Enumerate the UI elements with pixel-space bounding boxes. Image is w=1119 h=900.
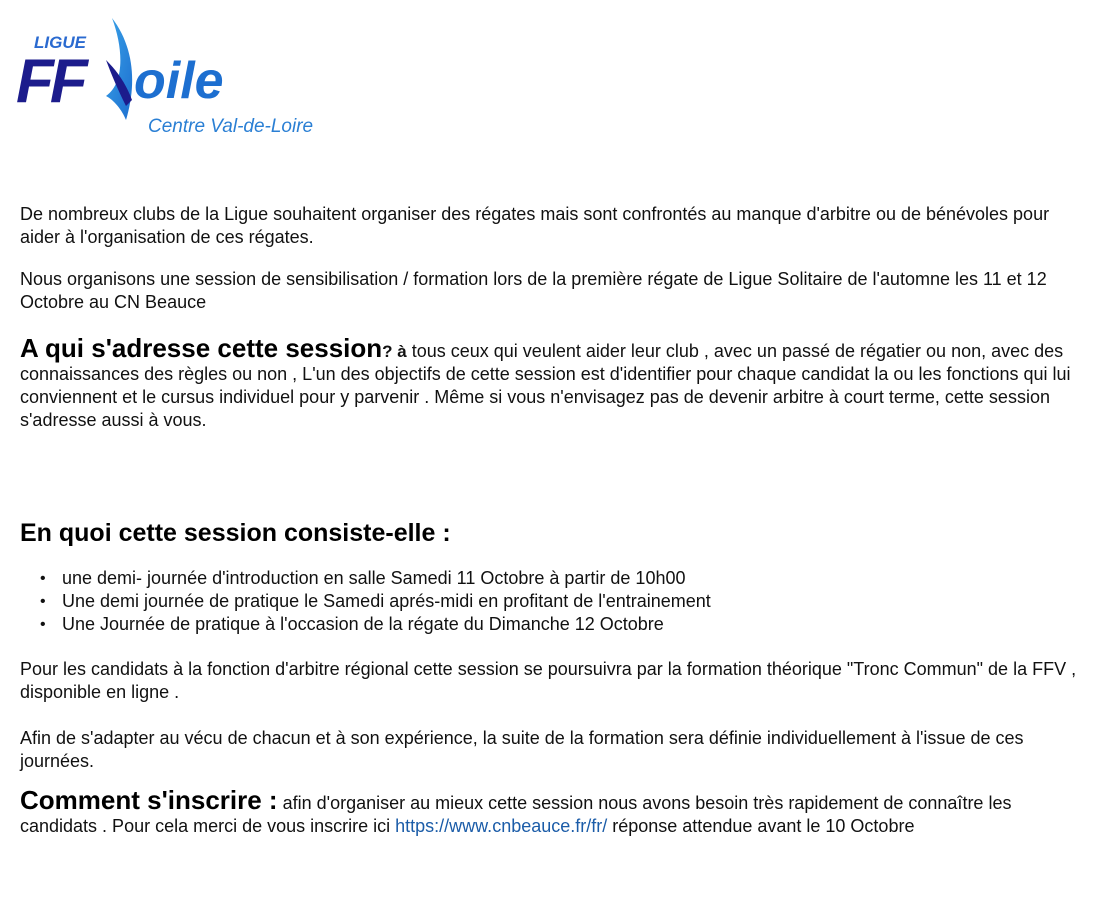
audience-text: tous ceux qui veulent aider leur club , avec un passé de régatier ou non, avec des connaissances des règles ou non , L'un des objectifs de cette session est d'identifier pour chaque candidat la ou les fonctions qui lui conviennent et le cursus individuel pour y parvenir . Même si vous n'envisagez pas de devenir arbitre à court terme, cette session s'adresse aussi à vous.	[20, 341, 1071, 430]
list-item	[40, 567, 1080, 590]
list-item-text: Une Journée de pratique à l'occasion de la régate du Dimanche 12 Octobre	[62, 614, 664, 634]
list-item	[40, 613, 1080, 636]
logo-region-text: Centre Val-de-Loire	[148, 116, 314, 137]
list-item-text: une demi- journée d'introduction en salle Samedi 11 Octobre à partir de 10h00	[62, 568, 686, 588]
intro-paragraph-2: Nous organisons une session de sensibilisation / formation lors de la première régate de Ligue Solitaire de l'automne les 11 et 12 Octobre au CN Beauce	[20, 269, 1047, 312]
registration-link[interactable]: https://www.cnbeauce.fr/fr/	[395, 816, 608, 836]
audience-heading: A qui s'adresse cette session	[20, 333, 383, 363]
bullet-icon: •	[40, 616, 46, 633]
logo-oile-text: oile	[134, 52, 224, 110]
register-heading: Comment s'inscrire :	[20, 785, 278, 815]
register-text-before: afin d'organiser au mieux cette session nous avons besoin très rapidement de connaître les candidats . Pour cela merci de vous inscrire ici	[20, 793, 1012, 836]
document-body	[20, 203, 1080, 838]
sail-logo-graphic	[14, 14, 334, 138]
ligue-ffvoile-logo	[14, 14, 334, 138]
audience-paragraph	[20, 333, 1080, 432]
intro-paragraph-1: De nombreux clubs de la Ligue souhaitent organiser des régates mais sont confrontés au manque d'arbitre ou de bénévoles pour aider à l'organisation de ces régates.	[20, 204, 1050, 247]
bullet-icon: •	[40, 593, 46, 610]
register-paragraph	[20, 785, 1080, 838]
register-text-after: réponse attendue avant le 10 Octobre	[607, 816, 915, 836]
audience-question-mark: ? à	[382, 342, 407, 361]
logo-ligue-text: LIGUE	[34, 33, 86, 52]
content-heading: En quoi cette session consiste-elle :	[20, 519, 451, 547]
list-item-text: Une demi journée de pratique le Samedi aprés-midi en profitant de l'entrainement	[62, 591, 711, 611]
list-item	[40, 590, 1080, 613]
candidates-paragraph: Pour les candidats à la fonction d'arbitre régional cette session se poursuivra par la formation théorique "Tronc Commun" de la FFV , disponible en ligne .	[20, 659, 1077, 702]
logo-ff-text: FF	[16, 47, 84, 116]
content-list	[20, 567, 1080, 636]
bullet-icon: •	[40, 570, 46, 587]
spacer	[20, 432, 1080, 522]
adapt-paragraph: Afin de s'adapter au vécu de chacun et à son expérience, la suite de la formation sera définie individuellement à l'issue de ces journées.	[20, 728, 1024, 771]
